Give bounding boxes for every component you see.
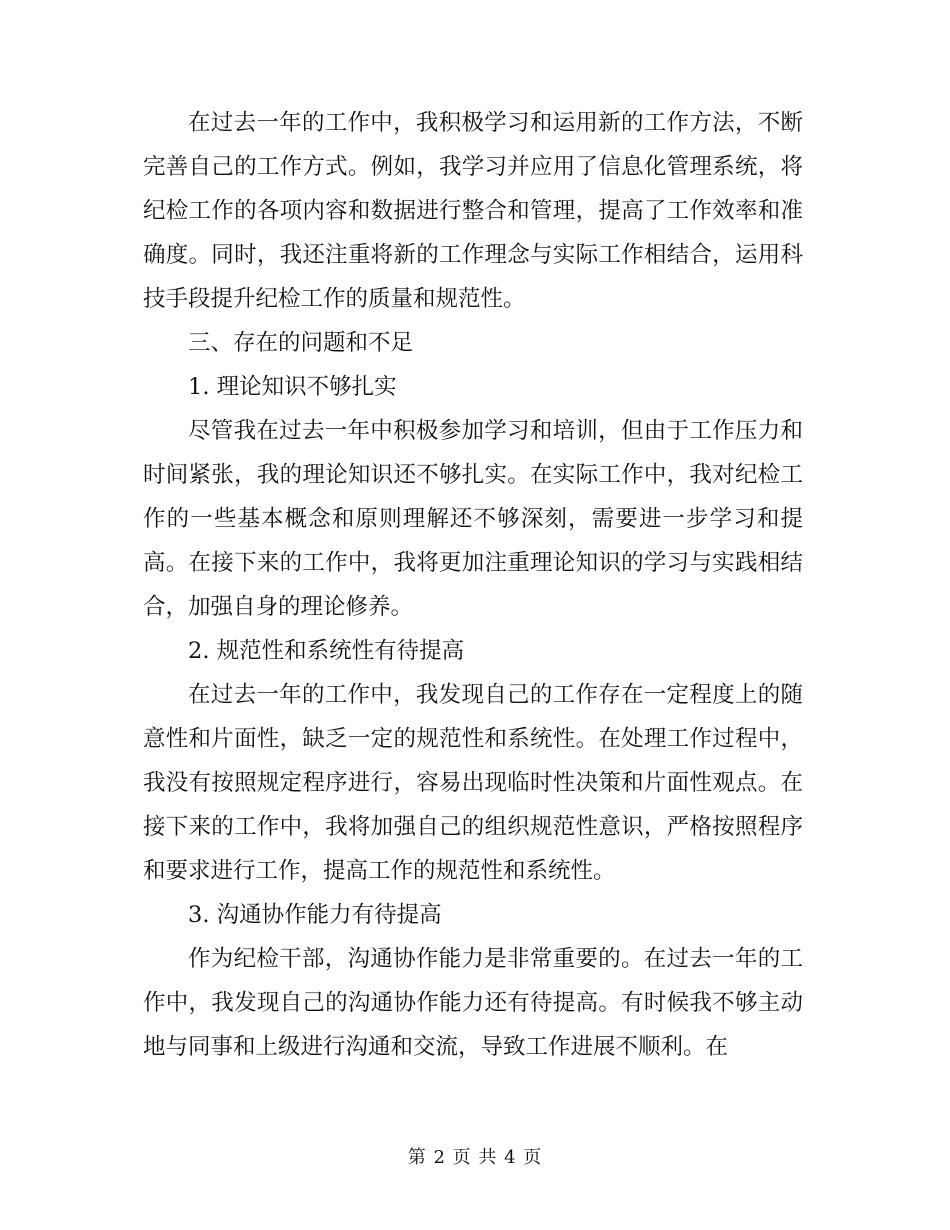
subheading-standardization: 2. 规范性和系统性有待提高	[188, 638, 465, 664]
document-body	[143, 101, 803, 1069]
paragraph-info-management: 在过去一年的工作中，我积极学习和运用新的工作方法，不断完善自己的工作方式。例如，我学习并应用了信息化管理系统，将纪检工作的各项内容和数据进行整合和管理，提高了工作效率和准确度。同时，我还注重将新的工作理念与实际工作相结合，运用科技手段提升纪检工作的质量和规范性。	[143, 110, 803, 312]
page-number-footer: 第 2 页 共 4 页	[407, 1147, 543, 1168]
paragraph-communication: 作为纪检干部，沟通协作能力是非常重要的。在过去一年的工作中，我发现自己的沟通协作能力还有待提高。有时候我不够主动地与同事和上级进行沟通和交流，导致工作进展不顺利。在	[143, 946, 803, 1060]
paragraph-standardization: 在过去一年的工作中，我发现自己的工作存在一定程度上的随意性和片面性，缺乏一定的规范性和系统性。在处理工作过程中，我没有按照规定程序进行，容易出现临时性决策和片面性观点。在接下来的工作中，我将加强自己的组织规范性意识，严格按照程序和要求进行工作，提高工作的规范性和系统性。	[143, 682, 803, 884]
section-heading-problems: 三、存在的问题和不足	[188, 330, 414, 356]
paragraph-theory-knowledge: 尽管我在过去一年中积极参加学习和培训，但由于工作压力和时间紧张，我的理论知识还不够扎实。在实际工作中，我对纪检工作的一些基本概念和原则理解还不够深刻，需要进一步学习和提高。在接下来的工作中，我将更加注重理论知识的学习与实践相结合，加强自身的理论修养。	[143, 418, 803, 620]
subheading-communication: 3. 沟通协作能力有待提高	[188, 902, 442, 928]
subheading-theory-knowledge: 1. 理论知识不够扎实	[188, 374, 397, 400]
